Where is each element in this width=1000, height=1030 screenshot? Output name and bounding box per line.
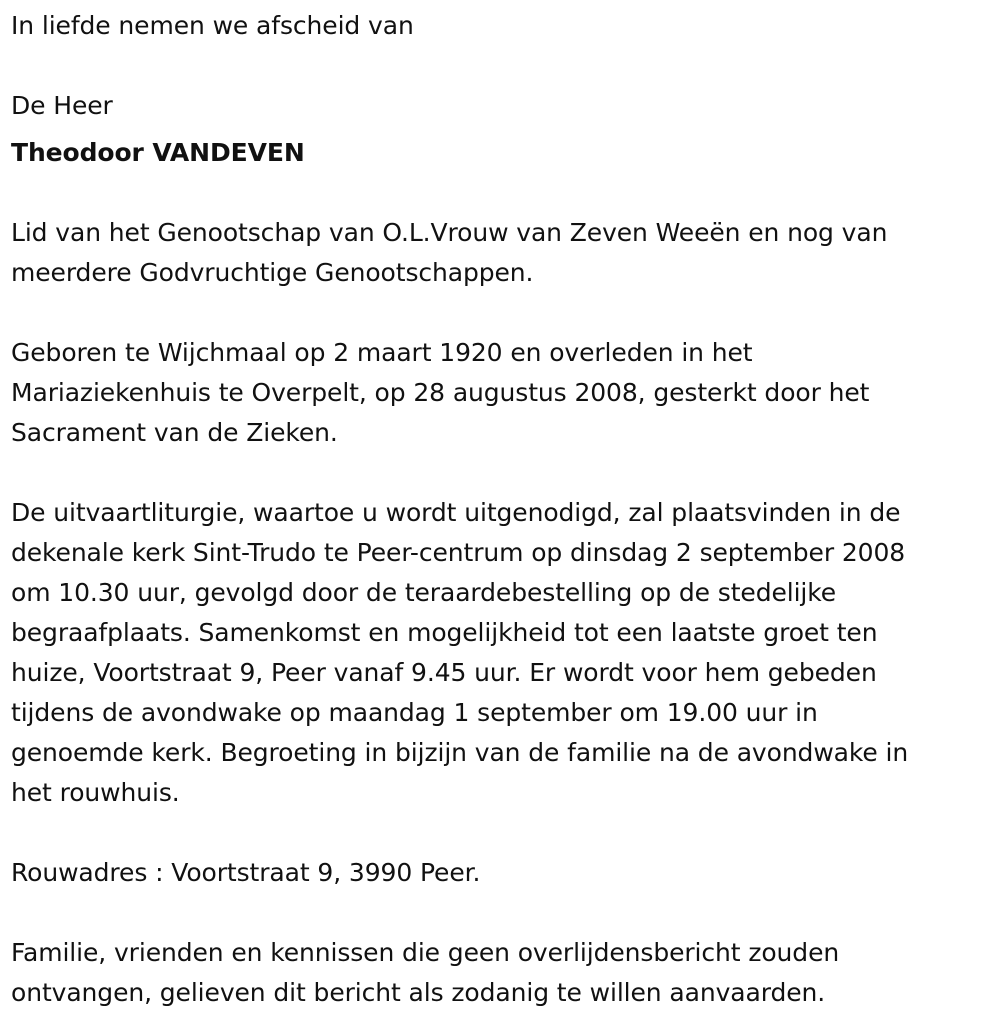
spacer: [11, 293, 990, 333]
paragraph-line: ontvangen, gelieven dit bericht als zodanig te willen aanvaarden.: [11, 978, 826, 1007]
paragraph-line: Familie, vrienden en kennissen die geen overlijdensbericht zouden: [11, 938, 840, 967]
paragraph-line: Geboren te Wijchmaal op 2 maart 1920 en overleden in het: [11, 338, 753, 367]
paragraph-line: dekenale kerk Sint-Trudo te Peer-centrum op dinsdag 2 september 2008: [11, 538, 906, 567]
salutation: De Heer: [11, 91, 113, 120]
paragraph-line: genoemde kerk. Begroeting in bijzijn van de familie na de avondwake in: [11, 738, 909, 767]
paragraph-line: om 10.30 uur, gevolgd door de teraardebestelling op de stedelijke: [11, 578, 837, 607]
funeral-paragraph: [11, 493, 990, 813]
paragraph-line: begraafplaats. Samenkomst en mogelijkheid tot een laatste groet ten: [11, 618, 878, 647]
spacer: [11, 46, 990, 86]
paragraph-line: De uitvaartliturgie, waartoe u wordt uitgenodigd, zal plaatsvinden in de: [11, 498, 901, 527]
paragraph-line: Mariaziekenhuis te Overpelt, op 28 augustus 2008, gesterkt door het: [11, 378, 870, 407]
paragraph-line: meerdere Godvruchtige Genootschappen.: [11, 258, 534, 287]
deceased-name: Theodoor VANDEVEN: [11, 138, 305, 167]
paragraph-line: Lid van het Genootschap van O.L.Vrouw van Zeven Weeën en nog van: [11, 218, 888, 247]
spacer: [11, 453, 990, 493]
intro-line: In liefde nemen we afscheid van: [11, 11, 414, 40]
spacer: [11, 173, 990, 213]
closing-paragraph: [11, 933, 990, 1013]
membership-paragraph: [11, 213, 990, 293]
spacer: [11, 813, 990, 853]
spacer: [11, 893, 990, 933]
spacer: [11, 126, 990, 133]
birth-death-paragraph: [11, 333, 990, 453]
mourning-address: Rouwadres : Voortstraat 9, 3990 Peer.: [11, 858, 481, 887]
paragraph-line: tijdens de avondwake op maandag 1 september om 19.00 uur in: [11, 698, 818, 727]
paragraph-line: huize, Voortstraat 9, Peer vanaf 9.45 uur. Er wordt voor hem gebeden: [11, 658, 877, 687]
paragraph-line: Sacrament van de Zieken.: [11, 418, 338, 447]
paragraph-line: het rouwhuis.: [11, 778, 180, 807]
